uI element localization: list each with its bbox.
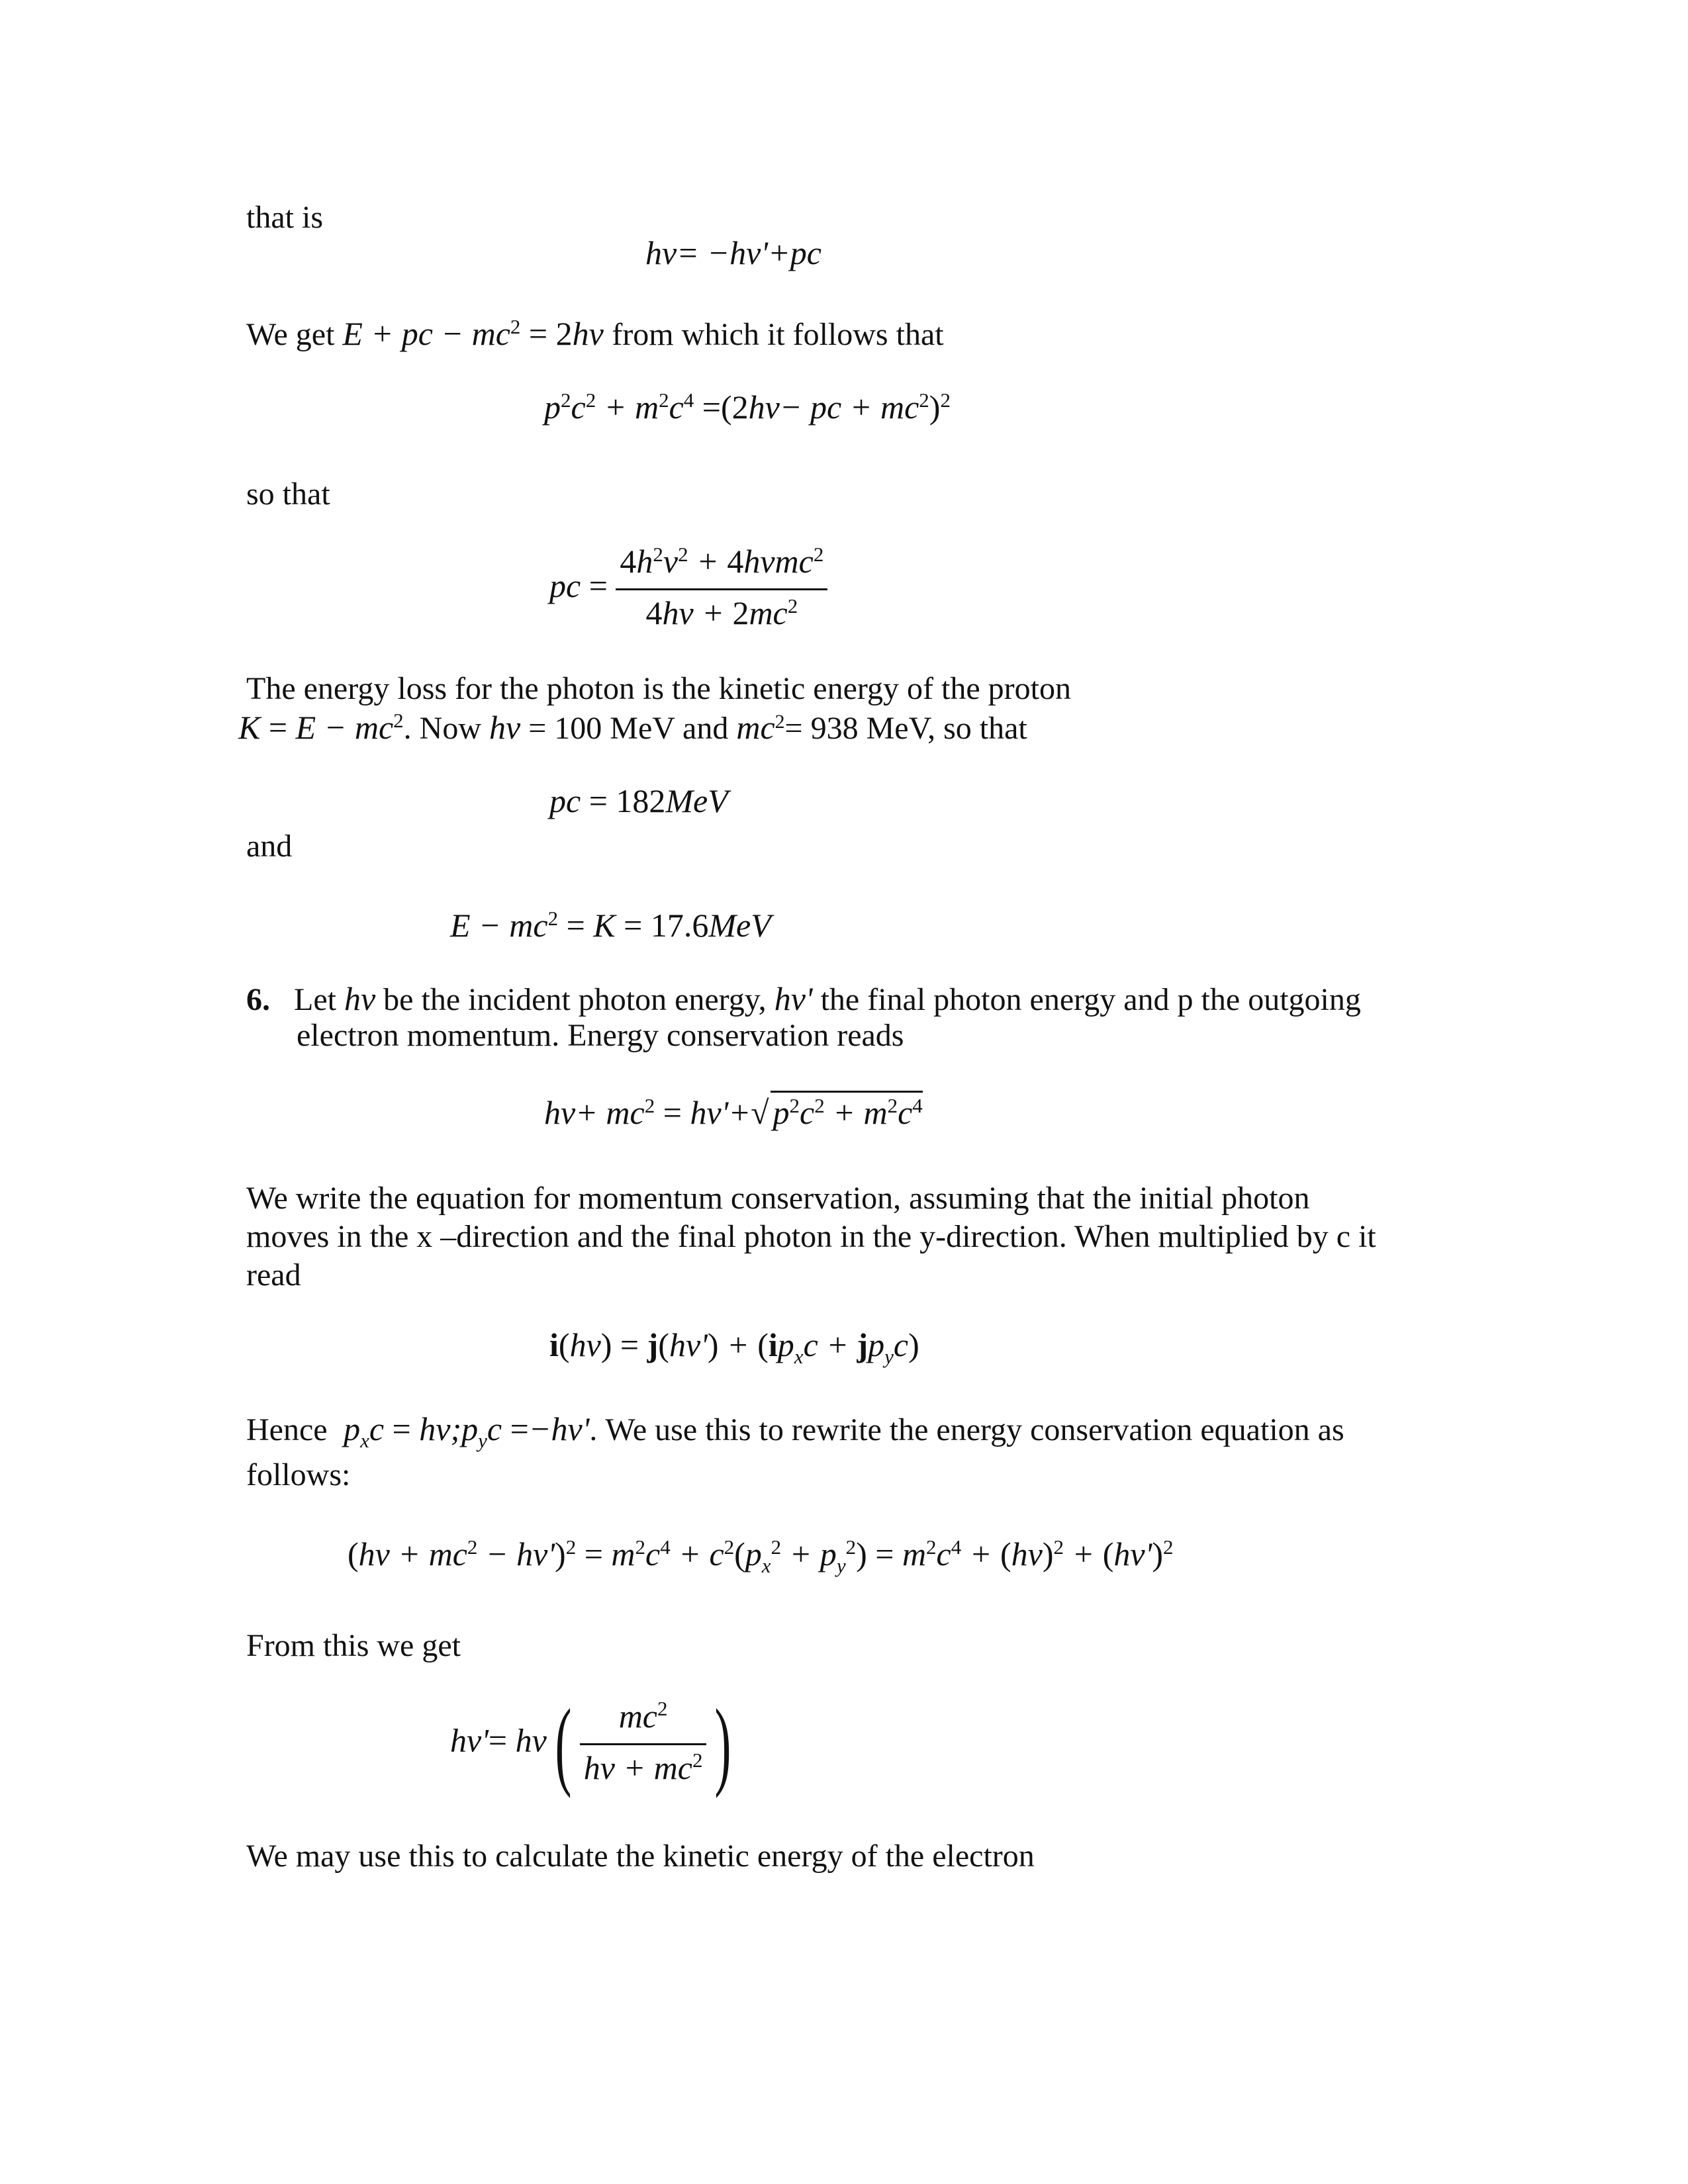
text-that-is: that is [246,200,323,235]
equation-squared-expansion: $(h\nu + mc^2 - h\nu')^2 = m^2c^4 + c^2(p_x^2 + p_y^2) = m^2c^4 + (h\nu)^2 + (h\nu')^2$ [348,1535,1174,1577]
pc-unit: MeV [665,782,728,819]
text-so-that: so that [246,477,330,512]
equation-momentum-vector: $i(h\nu) = j(h\nu') + (ip_xc + jp_yc)$ [549,1326,919,1368]
text-hence-prefix: Hence [246,1412,328,1447]
text-now: . Now [403,711,481,746]
text-incident: be the incident photon energy, [383,982,767,1017]
equation-kinetic-value: $E - mc^2 = K = 17.6MeV$ [450,906,771,944]
text-we-get: We get E + pc − $mc^2 = 2h\nu$ from which it follows that [246,314,944,352]
equation-photon-energy: hν= −hν'+pc [645,234,821,271]
pc-value: 182 [616,782,666,819]
text-let: Let [294,982,336,1017]
text-item-6-line1: 6. Let hν be the incident photon energy, hν' the final photon energy and p the outgoing [246,980,1361,1017]
equation-pc-fraction: pc = $\frac{4h^2\nu^2 + 4h\nu mc^2}{4h\nu + 2mc^2}$ [549,541,827,637]
equation-final-photon: hν'= hν( $\frac{mc^2}{h\nu + mc^2}$ ) [450,1689,731,1799]
k-unit: MeV [708,907,771,944]
text-mev-so-that: = 938 MeV, so that [784,711,1027,746]
text-follows: follows: [246,1457,351,1492]
equation-energy-squared: $p^2c^2 + m^2c^4 =(2h\nu-$ pc + $mc^2)^2$ [544,388,951,426]
fraction-final-photon: $\frac{mc^2}{h\nu + mc^2}$ [580,1696,707,1792]
text-momentum-line3: read [246,1257,301,1293]
equation-pc-value: pc = 182MeV [549,782,728,819]
fraction-pc: $\frac{4h^2\nu^2 + 4h\nu mc^2}{4h\nu + 2mc^2}$ [616,541,827,637]
text-momentum-line1: We write the equation for momentum conservation, assuming that the initial photon [246,1181,1310,1216]
k-value: 17.6 [650,907,709,944]
text-kinetic-definition: $K = E - mc^2$. Now hν = 100 MeV and $mc^2= 938$ MeV, so that [238,708,1027,746]
item-number: 6. [246,982,270,1017]
equation-energy-conservation: $h\nu+ mc^2 = h\nu'+√$ $p^2c^2 + m^2c^4$ [544,1091,923,1137]
text-momentum-line2: moves in the x –direction and the final photon in the y-direction. When multiplied by c it [246,1219,1376,1254]
text-hence-suffix: . We use this to rewrite the energy conservation equation as [589,1412,1344,1447]
text-item-6-line2: electron momentum. Energy conservation reads [297,1018,904,1053]
text-hence: Hence $p_xc$ = $h\nu;p_yc =-h\nu'$. We use this to rewrite the energy conservation equation as [246,1410,1344,1452]
text-we-get-suffix: from which it follows that [612,317,944,352]
text-final: the final photon energy and p the outgoing [820,982,1361,1017]
text-and: and [246,829,293,864]
text-mev-and: = 100 MeV and [528,711,729,746]
text-from-this: From this we get [246,1628,461,1663]
text-we-may: We may use this to calculate the kinetic energy of the electron [246,1839,1035,1874]
text-energy-loss: The energy loss for the photon is the kinetic energy of the proton [246,671,1071,706]
text-we-get-prefix: We get [246,317,335,352]
